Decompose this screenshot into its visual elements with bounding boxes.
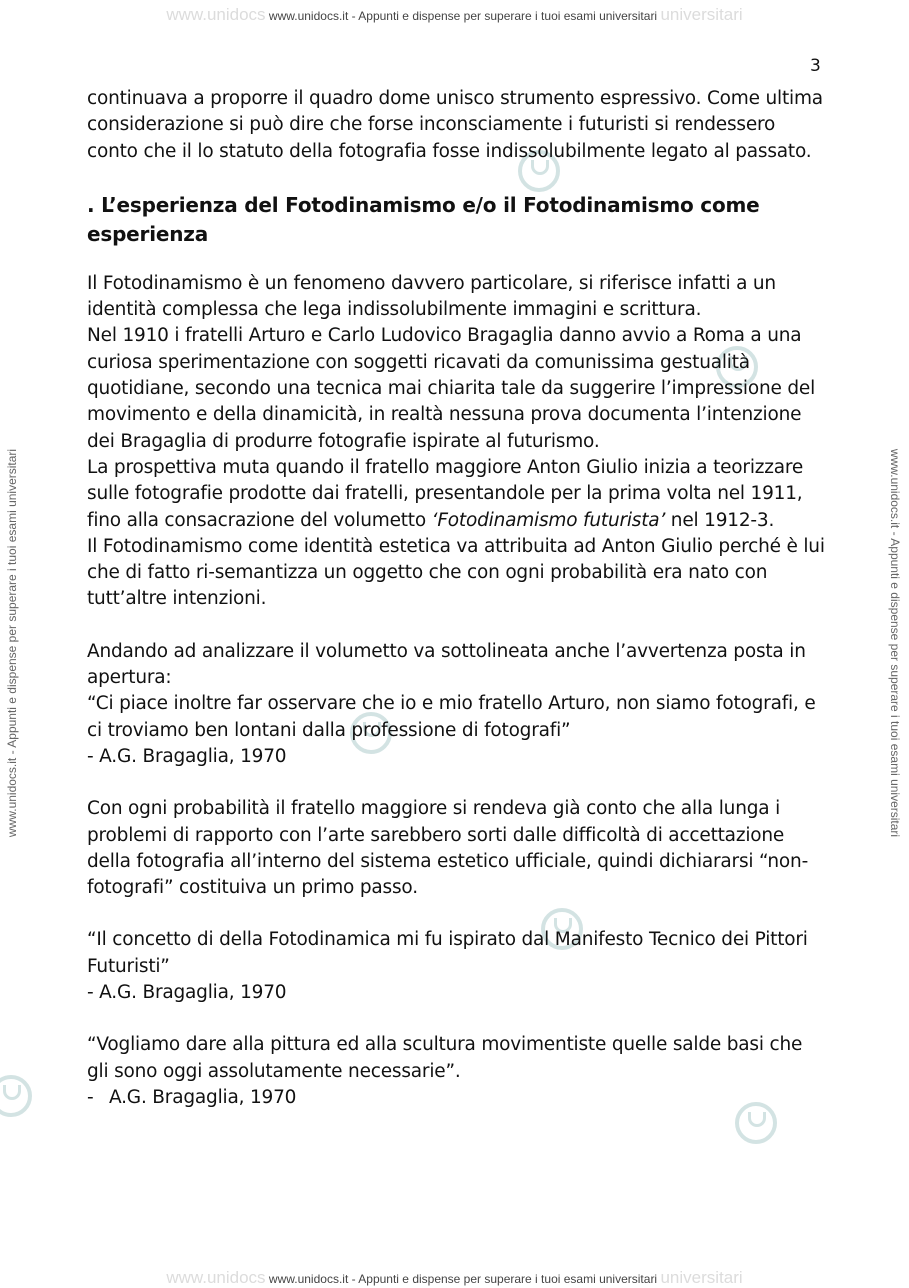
quote-fotodinamica [87, 927, 827, 1006]
watermark-left: www.unidocs.it - Appunti e dispense per superare i tuoi esami universitari [5, 448, 19, 838]
intro-paragraph: continuava a proporre il quadro dome unisco strumento espressivo. Come ultima considerazione si può dire che forse inconsciamente i futuristi si rendessero conto che il lo statuto della fotografia fosse indissolubilmente legato al passato. [87, 88, 823, 162]
watermark-right: www.unidocs.it - Appunti e dispense per superare i tuoi esami universitari [888, 448, 902, 838]
watermark-ghost-left: www.unidocs [166, 1268, 266, 1287]
watermark-ghost-right: universitari [660, 1268, 743, 1287]
paragraph-line: Il Fotodinamismo come identità estetica va attribuita ad Anton Giulio perché è lui che di fatto ri-semantizza un oggetto che con ogni probabilità era nato con tutt’altre intenzioni. [87, 535, 825, 610]
watermark-bottom-text: www.unidocs.it - Appunti e dispense per superare i tuoi esami universitari [268, 1272, 658, 1286]
paragraph-text: Andando ad analizzare il volumetto va sottolineata anche l’avvertenza posta in apertura: [87, 640, 806, 689]
quote-text: “Ci piace inoltre far osservare che io e mio fratello Arturo, non siamo fotografi, e ci troviamo ben lontani dalla professione di fotografi” [87, 693, 816, 741]
paragraph-line: nel 1912-3. [665, 509, 775, 531]
quote-citation [87, 1085, 827, 1111]
paragraph-line: Il Fotodinamismo è un fenomeno davvero particolare, si riferisce infatti a un identità complessa che lega indissolubilmente immagini e scrittura. [87, 272, 776, 321]
paragraph-line: La prospettiva muta quando il fratello maggiore Anton Giulio inizia a teorizzare sulle fotografie prodotte dai fratelli, presentandole per la prima volta nel 1911, fino alla consacrazione del volumetto [87, 456, 804, 531]
section-heading: . L’esperienza del Fotodinamismo e/o il Fotodinamismo come esperienza [87, 192, 760, 246]
page-number: 3 [810, 56, 821, 76]
list-dash: - [87, 1086, 94, 1108]
paragraph-avvertenza [87, 639, 827, 770]
paragraph-fotodinamismo [87, 271, 827, 613]
watermark-ghost-left: www.unidocs [166, 5, 266, 24]
quote-text: “Vogliamo dare alla pittura ed alla scultura movimentiste quelle salde basi che gli sono oggi assolutamente necessarie”. [87, 1034, 803, 1082]
quote-citation: - A.G. Bragaglia, 1970 [87, 745, 287, 767]
citation-text: A.G. Bragaglia, 1970 [109, 1086, 297, 1108]
page-content [87, 86, 827, 1137]
quote-citation: - A.G. Bragaglia, 1970 [87, 982, 287, 1004]
quote-text: “Il concetto di della Fotodinamica mi fu ispirato dal Manifesto Tecnico dei Pittori Futuristi” [87, 929, 808, 977]
paragraph-line: Nel 1910 i fratelli Arturo e Carlo Ludovico Bragaglia danno avvio a Roma a una curiosa sperimentazione con soggetti ricavati da comunissima gestualità quotidiane, secondo una tecnica mai chiarita tale da suggerire l’impressione del movimento e della dinamicità, in realtà nessuna prova documenta l’intenzione dei Bragaglia di produrre fotografie ispirate al futurismo. [87, 325, 816, 452]
watermark-bottom [0, 1268, 909, 1288]
watermark-top-text: www.unidocs.it - Appunti e dispense per superare i tuoi esami universitari [268, 9, 658, 23]
watermark-ghost-right: universitari [660, 5, 743, 24]
quote-pittura [87, 1032, 827, 1111]
paragraph-non-fotografi: Con ogni probabilità il fratello maggiore si rendeva già conto che alla lunga i problemi di rapporto con l’arte sarebbero sorti dalle difficoltà di accettazione della fotografia all’interno del sistema estetico ufficiale, quindi dichiararsi “non-fotografi” costituiva un primo passo. [87, 798, 809, 899]
watermark-logo-icon [0, 1075, 32, 1117]
book-title: ‘Fotodinamismo futurista’ [431, 509, 666, 531]
watermark-top [0, 5, 909, 25]
